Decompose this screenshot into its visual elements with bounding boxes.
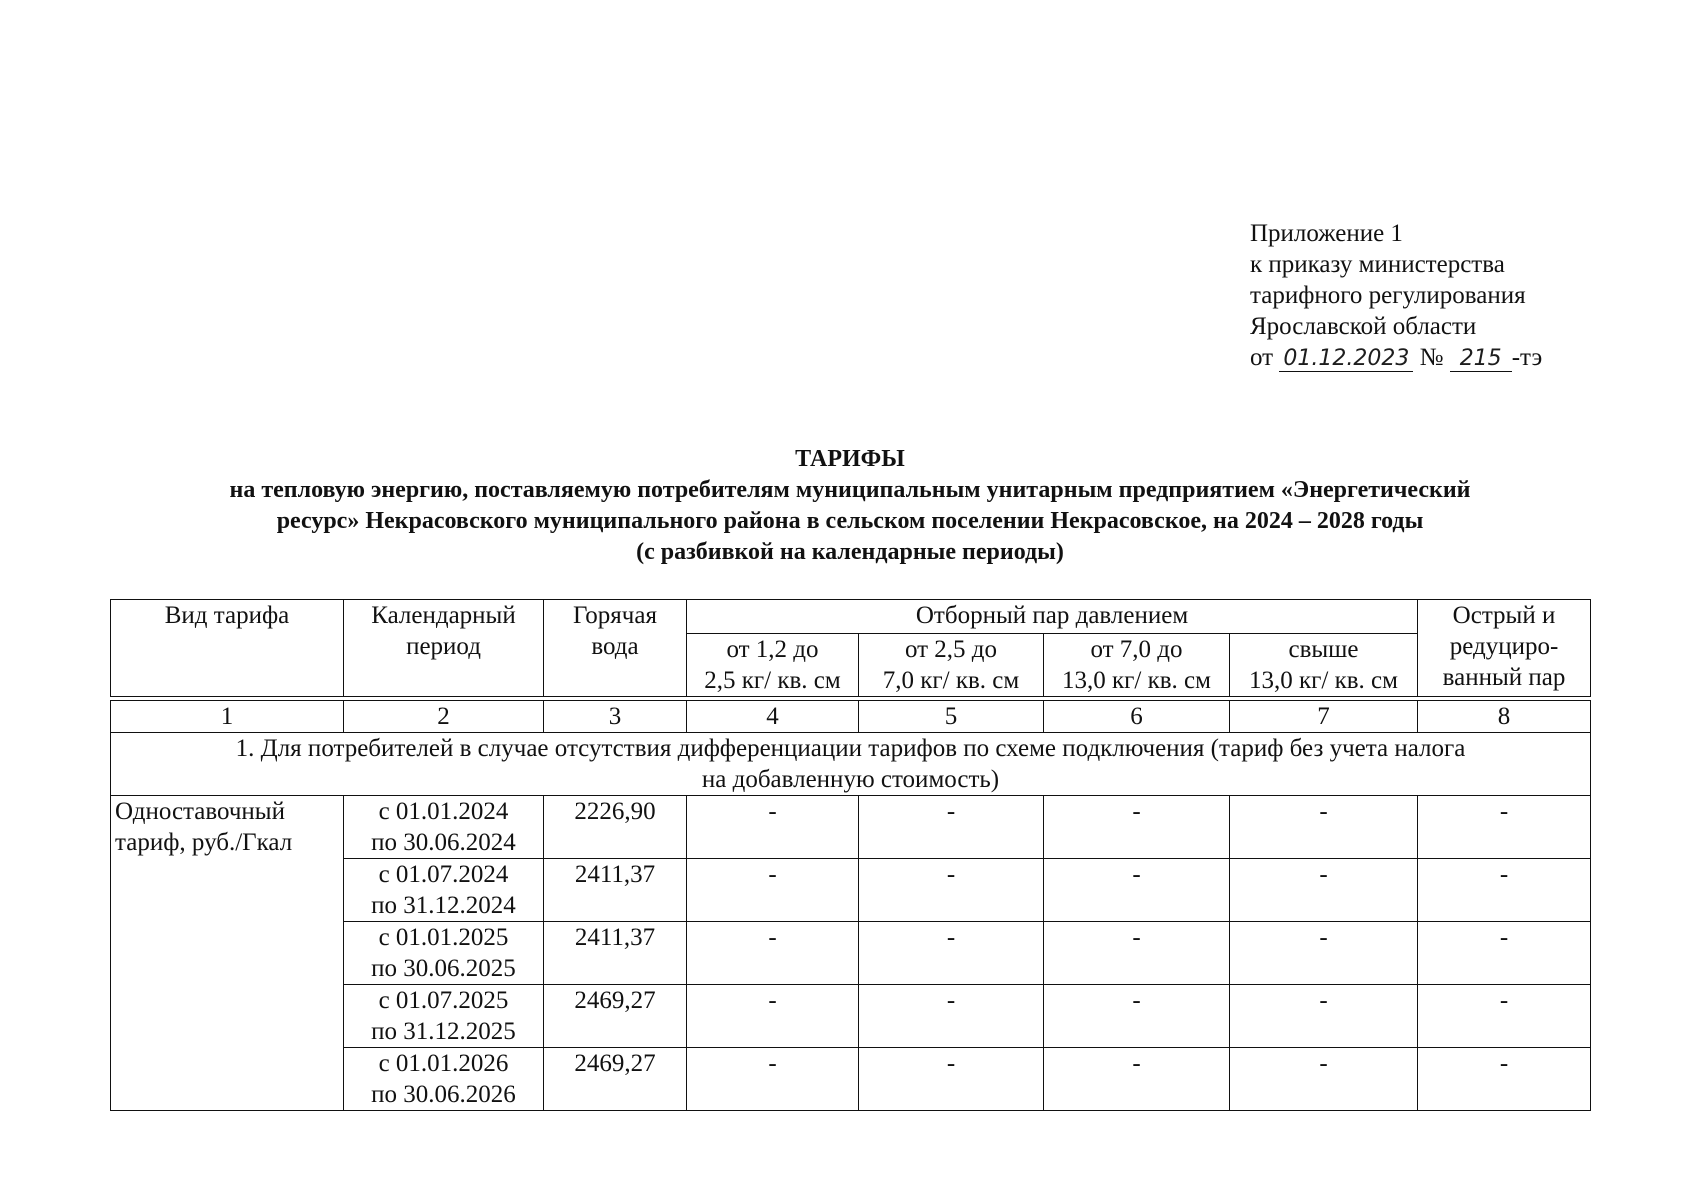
document-title <box>100 444 1600 568</box>
value-cell: - <box>1044 859 1230 922</box>
tariff-table <box>110 599 1591 1111</box>
value-cell: - <box>687 922 859 985</box>
header-steam-1: от 1,2 до 2,5 кг/ кв. см <box>687 634 859 697</box>
handwritten-date: 01.12.2023 <box>1279 347 1413 372</box>
tariff-name: Одноставочный тариф, руб./Гкал <box>111 796 344 1111</box>
value-cell: - <box>859 985 1044 1048</box>
value-cell: - <box>1230 985 1418 1048</box>
hot-water-value: 2411,37 <box>544 859 687 922</box>
value-cell: - <box>1044 922 1230 985</box>
value-cell: - <box>687 796 859 859</box>
hot-water-value: 2469,27 <box>544 1048 687 1111</box>
value-cell: - <box>859 859 1044 922</box>
value-cell: - <box>1418 859 1591 922</box>
title-line-3: (с разбивкой на календарные периоды) <box>636 539 1064 565</box>
column-number: 7 <box>1230 701 1418 733</box>
column-number: 1 <box>111 701 344 733</box>
value-cell: - <box>1418 1048 1591 1111</box>
value-cell: - <box>687 859 859 922</box>
header-steam-2: от 2,5 до 7,0 кг/ кв. см <box>859 634 1044 697</box>
period-cell: с 01.01.2024 по 30.06.2024 <box>344 796 544 859</box>
column-number-row <box>111 701 1591 733</box>
hot-water-value: 2469,27 <box>544 985 687 1048</box>
value-cell: - <box>1230 796 1418 859</box>
value-cell: - <box>1044 796 1230 859</box>
column-number: 3 <box>544 701 687 733</box>
number-suffix: -тэ <box>1511 344 1543 371</box>
appendix-date-line <box>1250 342 1542 373</box>
appendix-block <box>1250 218 1542 373</box>
header-row-1 <box>111 600 1591 634</box>
header-steam-3: от 7,0 до 13,0 кг/ кв. см <box>1044 634 1230 697</box>
header-sharp-steam: Острый и редуциро- ванный пар <box>1418 600 1591 697</box>
column-number: 4 <box>687 701 859 733</box>
value-cell: - <box>1230 859 1418 922</box>
section-1-heading: 1. Для потребителей в случае отсутствия дифференциации тарифов по схеме подключения (тариф без учета налога на добавленную стоимость) <box>111 733 1591 796</box>
value-cell: - <box>1230 1048 1418 1111</box>
appendix-line-2: к приказу министерства <box>1250 251 1505 278</box>
value-cell: - <box>1418 985 1591 1048</box>
header-hot-water: Горячая вода <box>544 600 687 697</box>
appendix-line-3: тарифного регулирования <box>1250 282 1526 309</box>
column-number: 5 <box>859 701 1044 733</box>
header-steam-4: свыше 13,0 кг/ кв. см <box>1230 634 1418 697</box>
value-cell: - <box>1044 985 1230 1048</box>
column-number: 2 <box>344 701 544 733</box>
value-cell: - <box>859 922 1044 985</box>
date-prefix: от <box>1250 344 1274 371</box>
value-cell: - <box>687 1048 859 1111</box>
value-cell: - <box>687 985 859 1048</box>
value-cell: - <box>1418 796 1591 859</box>
column-number: 6 <box>1044 701 1230 733</box>
table-row <box>111 796 1591 859</box>
appendix-line-4: Ярославской области <box>1250 313 1477 340</box>
value-cell: - <box>859 796 1044 859</box>
appendix-line-1: Приложение 1 <box>1250 220 1403 247</box>
title-heading: ТАРИФЫ <box>795 446 905 472</box>
title-line-1: на тепловую энергию, поставляемую потребителям муниципальным унитарным предприятием «Энергетический <box>229 477 1471 503</box>
period-cell: с 01.01.2025 по 30.06.2025 <box>344 922 544 985</box>
hot-water-value: 2411,37 <box>544 922 687 985</box>
value-cell: - <box>1230 922 1418 985</box>
value-cell: - <box>1044 1048 1230 1111</box>
header-steam: Отборный пар давлением <box>687 600 1418 634</box>
value-cell: - <box>1418 922 1591 985</box>
value-cell: - <box>859 1048 1044 1111</box>
section-1-row <box>111 733 1591 796</box>
column-number: 8 <box>1418 701 1591 733</box>
header-tariff-type: Вид тарифа <box>111 600 344 697</box>
number-sign: № <box>1419 344 1444 371</box>
header-period: Календарный период <box>344 600 544 697</box>
period-cell: с 01.07.2025 по 31.12.2025 <box>344 985 544 1048</box>
handwritten-number: 215 <box>1450 347 1512 372</box>
title-line-2: ресурс» Некрасовского муниципального района в сельском поселении Некрасовское, на 2024 – 2028 годы <box>276 508 1424 534</box>
period-cell: с 01.01.2026 по 30.06.2026 <box>344 1048 544 1111</box>
period-cell: с 01.07.2024 по 31.12.2024 <box>344 859 544 922</box>
hot-water-value: 2226,90 <box>544 796 687 859</box>
